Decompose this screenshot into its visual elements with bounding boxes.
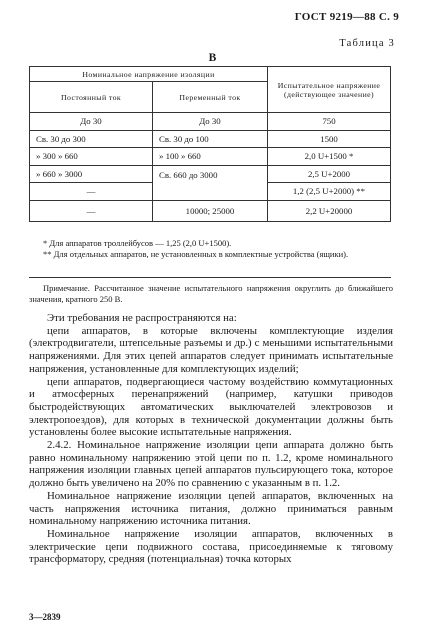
table-label: Таблица 3 <box>339 38 395 49</box>
page-footer: 3—2839 <box>29 612 61 622</box>
cell-dc: — <box>30 200 153 221</box>
paragraph: 2.4.2. Номинальное напряжение изоляции цепи аппарата должно быть равно номинальному напряжению этой цепи по п. 1.2, кроме номинального напряжения изоляции главных цепей аппаратов пульсирующего тока, которое должно быть увеличено на 20% по сравнению с указанным в п. 1.2. <box>29 439 393 490</box>
table-unit: В <box>208 52 217 64</box>
paragraph: Эти требования не распространяются на: <box>47 312 237 324</box>
table-row <box>30 200 391 221</box>
table-row <box>30 130 391 148</box>
cell-ac: 10000; 25000 <box>153 200 268 221</box>
table-row <box>30 165 391 183</box>
cell-test: 2,5 U+2000 <box>268 165 391 183</box>
cell-test: 1500 <box>268 130 391 148</box>
footnote-2: ** Для отдельных аппаратов, не установленных в комплектные устройства (ящики). <box>43 249 349 259</box>
cell-ac: » 100 » 660 <box>153 148 268 166</box>
cell-dc: — <box>30 183 153 201</box>
cell-test: 2,2 U+20000 <box>268 200 391 221</box>
paragraph: цепи аппаратов, подвергающиеся частому воздействию коммутационных и атмосферных перенапряжений (например, катушки приводов быстродействующих автоматических выключателей электровозов и электропоездов), для которых в технической документации должны быть установлены более высокие испытательные напряжения. <box>29 375 393 439</box>
cell-ac: Св. 660 до 3000 <box>153 165 268 200</box>
footnote-1: * Для аппаратов троллейбусов — 1,25 (2,0 U+1500). <box>43 238 232 248</box>
cell-test: 750 <box>268 113 391 131</box>
cell-dc: Св. 30 до 300 <box>30 130 153 148</box>
cell-ac: Св. 30 до 100 <box>153 130 268 148</box>
cell-dc: » 660 » 3000 <box>30 165 153 183</box>
table-row <box>30 148 391 166</box>
cell-dc: » 300 » 660 <box>30 148 153 166</box>
head-dc: Постоянный ток <box>30 82 153 113</box>
paragraph: цепи аппаратов, в которые включены комплектующие изделия (электродвигатели, штепсельные разъемы и др.) с меньшими испытательными напряжениями. Для этих цепей аппаратов следует принимать испытательные напряжения, установленные для комплектующих изделий; <box>29 324 393 375</box>
head-test: Испытательное напряжение (действующее значение) <box>268 67 391 113</box>
table-row <box>30 113 391 131</box>
head-ac: Переменный ток <box>153 82 268 113</box>
voltage-table <box>29 66 391 222</box>
cell-test: 2,0 U+1500 * <box>268 148 391 166</box>
cell-test: 1,2 (2,5 U+2000) ** <box>268 183 391 201</box>
paragraph: Номинальное напряжение изоляции аппаратов, включенных в электрические цепи подвижного состава, присоединяемые к тяговому трансформатору, средняя (потенциальная) точка которых <box>29 527 393 566</box>
body-text <box>29 312 393 566</box>
table-note: Примечание. Рассчитанное значение испытательного напряжения округлить до ближайшего значения, кратного 250 В. <box>29 283 393 304</box>
divider <box>29 277 391 278</box>
cell-dc: До 30 <box>30 113 153 131</box>
page-header: ГОСТ 9219—88 С. 9 <box>294 11 399 23</box>
head-group: Номинальное напряжение изоляции <box>30 67 268 82</box>
cell-ac: До 30 <box>153 113 268 131</box>
paragraph: Номинальное напряжение изоляции цепей аппаратов, включенных на часть напряжения источника питания, должно приниматься равным номинальному напряжению источника питания. <box>29 489 393 528</box>
